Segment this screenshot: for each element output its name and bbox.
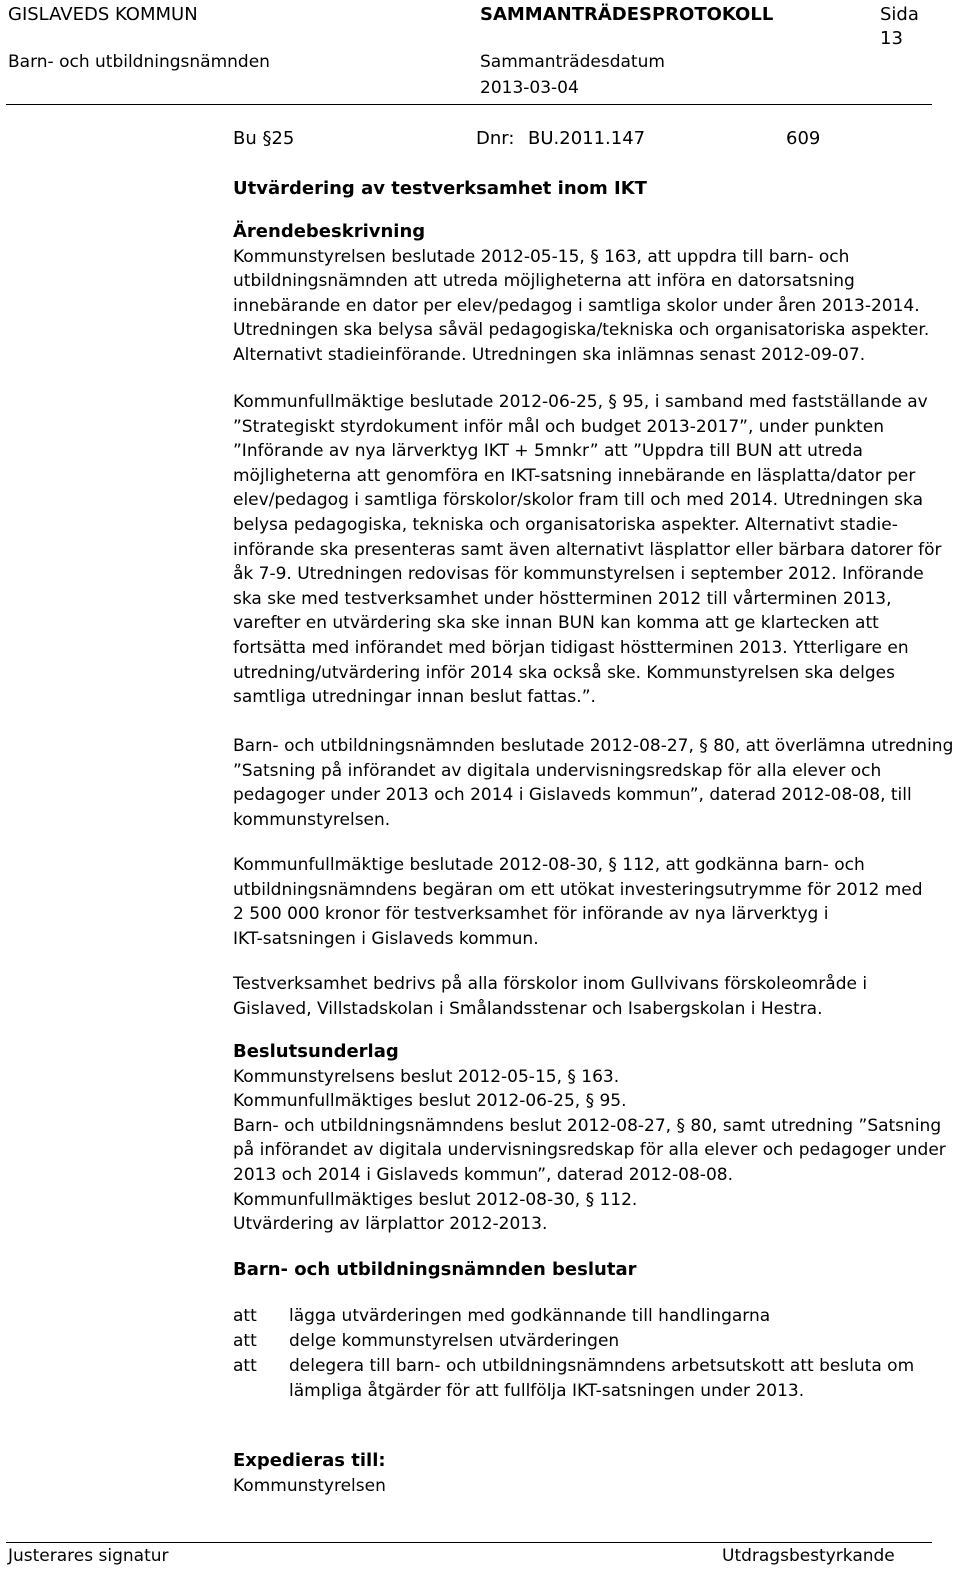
text-line: varefter en utvärdering ska ske innan BUN kan komma att ge klartecken att xyxy=(233,613,879,634)
header-divider xyxy=(6,104,932,105)
text-line: införande ska presenteras samt även alternativt läsplattor eller bärbara datorer för xyxy=(233,539,942,560)
basis-line: Kommunfullmäktiges beslut 2012-06-25, § 95. xyxy=(233,1091,627,1112)
text-line: ska ske med testverksamhet under höstterminen 2012 till vårterminen 2013, xyxy=(233,588,892,609)
text-line: Kommunstyrelsen beslutade 2012-05-15, § 163, att uppdra till barn- och xyxy=(233,246,850,267)
meeting-date-label: Sammanträdesdatum xyxy=(480,52,665,72)
text-line: pedagoger under 2013 och 2014 i Gislaveds kommun”, daterad 2012-08-08, till xyxy=(233,785,912,806)
text-line: utbildningsnämnden att utreda möjligheterna att införa en datorsatsning xyxy=(233,271,855,292)
certification-label: Utdragsbestyrkande xyxy=(722,1546,895,1566)
case-ref: 609 xyxy=(786,128,821,149)
text-line: Kommunfullmäktige beslutade 2012-06-25, § 95, i samband med fastställande av xyxy=(233,392,928,412)
basis-line: Barn- och utbildningsnämndens beslut 2012-08-27, § 80, samt utredning ”Satsning xyxy=(233,1115,942,1136)
municipality-name: GISLAVEDS KOMMUN xyxy=(8,4,198,25)
text-line: fortsätta med införandet med början tidigast höstterminen 2013. Ytterligare en xyxy=(233,637,909,658)
footer-divider xyxy=(6,1542,932,1543)
decision-text: lägga utvärderingen med godkännande till handlingarna xyxy=(289,1306,771,1326)
decision-heading: Barn- och utbildningsnämnden beslutar xyxy=(233,1259,637,1280)
text-line: ”Införande av nya lärverktyg IKT + 5mnkr” att ”Uppdra till BUN att utreda xyxy=(233,441,863,462)
decision-att: att xyxy=(233,1356,257,1376)
text-line: utbildningsnämndens begäran om ett utökat investeringsutrymme för 2012 med xyxy=(233,879,923,900)
description-paragraph-4 xyxy=(233,853,955,951)
basis-line: 2013 och 2014 i Gislaveds kommun”, daterad 2012-08-08. xyxy=(233,1164,733,1185)
text-line: utredning/utvärdering inför 2014 ska också ske. Kommunstyrelsen ska delges xyxy=(233,662,895,683)
text-line: innebärande en dator per elev/pedagog i samtliga skolor under åren 2013-2014. xyxy=(233,295,920,316)
document-type: SAMMANTRÄDESPROTOKOLL xyxy=(480,4,774,25)
page-label: Sida xyxy=(880,4,919,25)
page-number: 13 xyxy=(880,28,903,49)
description-heading: Ärendebeskrivning xyxy=(233,221,426,242)
basis-line: på införandet av digitala undervisningsredskap för alla elever och pedagoger under xyxy=(233,1140,946,1161)
text-line: Utredningen ska belysa såväl pedagogiska/tekniska och organisatoriska aspekter. xyxy=(233,320,930,341)
text-line: kommunstyrelsen. xyxy=(233,809,391,830)
description-paragraph-1 xyxy=(233,245,955,368)
text-line: IKT-satsningen i Gislaveds kommun. xyxy=(233,928,539,949)
description-paragraph-5 xyxy=(233,972,955,1021)
basis-section xyxy=(233,1040,955,1237)
text-line: Barn- och utbildningsnämnden beslutade 2012-08-27, § 80, att överlämna utredning xyxy=(233,736,954,756)
page-title: Utvärdering av testverksamhet inom IKT xyxy=(233,178,647,199)
board-name: Barn- och utbildningsnämnden xyxy=(8,52,270,72)
description-paragraph-3 xyxy=(233,734,955,832)
text-line: Gislaved, Villstadskolan i Smålandsstenar och Isabergskolan i Hestra. xyxy=(233,998,823,1019)
text-line: åk 7-9. Utredningen redovisas för kommunstyrelsen i september 2012. Införande xyxy=(233,564,924,585)
text-line: möjligheterna att genomföra en IKT-satsning innebärande en läsplatta/dator per xyxy=(233,465,916,486)
decision-att: att xyxy=(233,1306,257,1326)
basis-line: Kommunstyrelsens beslut 2012-05-15, § 163. xyxy=(233,1066,620,1087)
basis-line: Kommunfullmäktiges beslut 2012-08-30, § 112. xyxy=(233,1189,638,1210)
basis-line: Utvärdering av lärplattor 2012-2013. xyxy=(233,1214,548,1235)
decision-text: delge kommunstyrelsen utvärderingen xyxy=(289,1331,620,1351)
case-dnr: BU.2011.147 xyxy=(528,128,646,149)
text-line: samtliga utredningar innan beslut fattas.”. xyxy=(233,687,596,708)
case-section: Bu §25 xyxy=(233,128,295,149)
dispatch-heading: Expedieras till: xyxy=(233,1450,386,1471)
dispatch-recipient: Kommunstyrelsen xyxy=(233,1476,386,1496)
description-paragraph-2 xyxy=(233,390,955,710)
text-line: 2 500 000 kronor för testverksamhet för införande av nya lärverktyg i xyxy=(233,904,829,925)
text-line: belysa pedagogiska, tekniska och organisatoriska aspekter. Alternativt stadie- xyxy=(233,514,898,535)
text-line: Alternativt stadieinförande. Utredningen ska inlämnas senast 2012-09-07. xyxy=(233,344,866,365)
case-dnr-label: Dnr: xyxy=(476,128,515,149)
decision-att: att xyxy=(233,1331,257,1351)
decision-text: delegera till barn- och utbildningsnämndens arbetsutskott att besluta om lämpliga åtgärder för att fullfölja IKT-satsningen under 2013. xyxy=(289,1356,915,1401)
text-line: Kommunfullmäktige beslutade 2012-08-30, § 112, att godkänna barn- och xyxy=(233,855,865,875)
meeting-date: 2013-03-04 xyxy=(480,78,579,98)
text-line: ”Strategiskt styrdokument inför mål och budget 2013-2017”, under punkten xyxy=(233,416,885,437)
text-line: Testverksamhet bedrivs på alla förskolor inom Gullvivans förskoleområde i xyxy=(233,974,868,994)
description-section xyxy=(233,220,955,368)
adjuster-signature-label: Justerares signatur xyxy=(8,1546,169,1566)
basis-heading: Beslutsunderlag xyxy=(233,1041,399,1062)
text-line: elev/pedagog i samtliga förskolor/skolor fram till och med 2014. Utredningen ska xyxy=(233,490,923,511)
text-line: ”Satsning på införandet av digitala undervisningsredskap för alla elever och xyxy=(233,760,882,781)
